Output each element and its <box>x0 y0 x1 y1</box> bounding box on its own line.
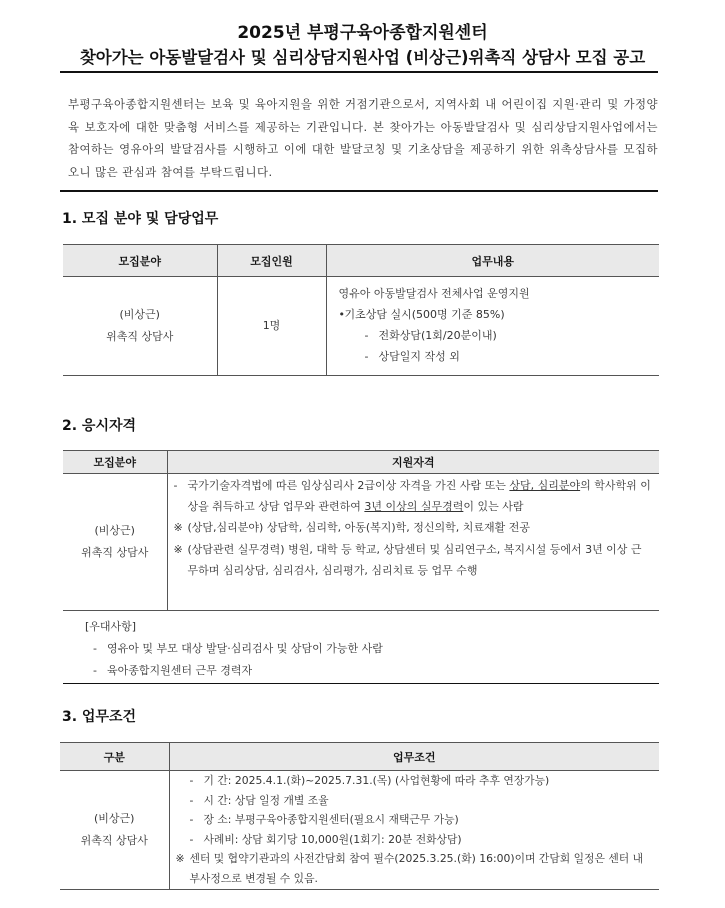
note-text: (상담관련 실무경력) 병원, 대학 등 학교, 상담센터 및 심리연구소, 복지시설 등에서 3년 이상 근무하며 심리상담, 심리검사, 심리평가, 심리치료 등 업무 수행 <box>187 542 642 577</box>
dash-icon: - <box>93 664 97 677</box>
table-header-row <box>63 245 659 277</box>
table-header: 모집인원 <box>217 245 326 277</box>
condition-item <box>190 810 650 830</box>
qualification-underline-2: 3년 이상의 실무경력 <box>364 500 464 514</box>
title-divider <box>60 71 658 73</box>
table-header: 업무내용 <box>326 245 659 277</box>
field-line-1: (비상근) <box>119 308 160 321</box>
qualification-text-c: 이 있는 사람 <box>463 500 524 514</box>
reference-mark-icon: ※ <box>173 521 183 535</box>
dash-icon: - <box>93 642 97 655</box>
dash-icon: - <box>189 774 194 787</box>
intro-paragraph: 부평구육아종합지원센터는 보육 및 육아지원을 위한 거점기관으로서, 지역사회 내 어린이집 지원·관리 및 가정양육 보호자에 대한 맞춤형 서비스를 제공하는 기관입니다. 본 찾아가는 아동발달검사 및 심리상담지원사업에서는 참여하는 영유아의 발달검사를 시행하고 이에 대한 발달코칭 및 기초상담을 제공하기 위한 위촉상담사를 모집하오니 많은 관심과 참여를 부탁드립니다. <box>68 97 658 179</box>
note-item <box>174 539 652 581</box>
duty-sub-text: 전화상담(1회/20분이내) <box>378 329 497 342</box>
condition-item <box>190 830 650 850</box>
dash-icon: - <box>189 813 194 827</box>
recruit-table <box>63 244 659 376</box>
note-item <box>176 849 650 888</box>
field-cell <box>63 277 217 376</box>
count-cell: 1명 <box>217 277 326 376</box>
table-header-row <box>63 451 659 474</box>
bullet-icon: • <box>338 308 345 321</box>
condition-text: 사례비: 상담 회기당 10,000원(1회기: 20분 전화상담) <box>203 832 462 846</box>
table-header-row <box>60 743 659 771</box>
conditions-table <box>60 742 659 890</box>
duty-bullet-item <box>339 304 650 325</box>
conditions-cell <box>169 771 659 890</box>
field-cell <box>63 474 167 611</box>
duty-sub-item <box>365 325 650 346</box>
dash-icon: - <box>364 350 369 363</box>
preference-text: 영유아 및 부모 대상 발달·심리검사 및 상담이 가능한 사람 <box>107 642 383 655</box>
table-header: 지원자격 <box>167 451 659 474</box>
duty-cell <box>326 277 659 376</box>
field-line-2: 위촉직 상담사 <box>106 330 174 343</box>
table-header: 구분 <box>60 743 169 771</box>
qualification-underline-1: 상담, 심리분야 <box>509 479 581 492</box>
duty-bullet-text: 기초상담 실시(500명 기준 85%) <box>344 308 505 321</box>
duty-main: 영유아 아동발달검사 전체사업 운영지원 <box>338 287 530 300</box>
condition-text: 기 간: 2025.4.1.(화)~2025.7.31.(목) (사업현황에 따라 추후 연장가능) <box>203 774 550 787</box>
preference-box <box>63 612 659 684</box>
field-line-1: (비상근) <box>94 524 135 537</box>
field-line-1: (비상근) <box>94 811 135 825</box>
preference-item <box>93 660 659 682</box>
reference-mark-icon: ※ <box>175 852 185 866</box>
dash-icon: - <box>364 329 369 342</box>
title-line-1: 2025년 부평구육아종합지원센터 <box>237 23 488 43</box>
section1-heading: 1. 모집 분야 및 담당업무 <box>62 211 219 227</box>
note-text: (상담,심리분야) 상담학, 심리학, 아동(복지)학, 정신의학, 치료재활 전공 <box>187 521 531 535</box>
title-line-2: 찾아가는 아동발달검사 및 심리상담지원사업 (비상근)위촉직 상담사 모집 공고 <box>79 48 646 67</box>
table-row <box>63 474 659 611</box>
dash-icon: - <box>189 793 194 807</box>
preference-item <box>93 638 659 660</box>
table-header: 모집분야 <box>63 451 167 474</box>
note-text: 센터 및 협약기관과의 사전간담회 참여 필수(2025.3.25.(화) 16:00)이며 간담회 일정은 센터 내부사정으로 변경될 수 있음. <box>189 852 644 885</box>
qualification-table <box>63 450 659 611</box>
qualification-cell <box>167 474 659 611</box>
dash-icon: - <box>189 832 194 846</box>
table-header: 업무조건 <box>169 743 659 771</box>
qualification-item <box>174 475 652 517</box>
preference-text: 육아종합지원센터 근무 경력자 <box>107 664 253 677</box>
qualification-text-b: 의 학사학위 이상을 취득하고 상담 업무와 관련하여 <box>187 479 651 514</box>
condition-text: 장 소: 부평구육아종합지원센터(필요시 재택근무 가능) <box>203 813 459 827</box>
section2-heading: 2. 응시자격 <box>62 418 137 434</box>
intro-divider <box>60 190 658 192</box>
qualification-text-a: 국가기술자격법에 따른 임상심리사 2급이상 자격을 가진 사람 또는 <box>187 479 510 492</box>
reference-mark-icon: ※ <box>173 542 183 556</box>
duty-sub-item <box>365 346 650 367</box>
field-cell <box>60 771 169 890</box>
dash-icon: - <box>173 479 178 492</box>
table-row <box>60 771 659 890</box>
condition-text: 시 간: 상담 일정 개별 조율 <box>203 793 329 807</box>
condition-item <box>190 771 650 791</box>
note-item <box>174 517 652 538</box>
field-line-2: 위촉직 상담사 <box>81 546 149 559</box>
section3-heading: 3. 업무조건 <box>62 709 137 725</box>
condition-item <box>190 791 650 811</box>
duty-sub-text: 상담일지 작성 외 <box>378 350 460 363</box>
table-row <box>63 277 659 376</box>
preference-title: [우대사항] <box>85 620 137 633</box>
field-line-2: 위촉직 상담사 <box>80 833 148 847</box>
table-header: 모집분야 <box>63 245 217 277</box>
